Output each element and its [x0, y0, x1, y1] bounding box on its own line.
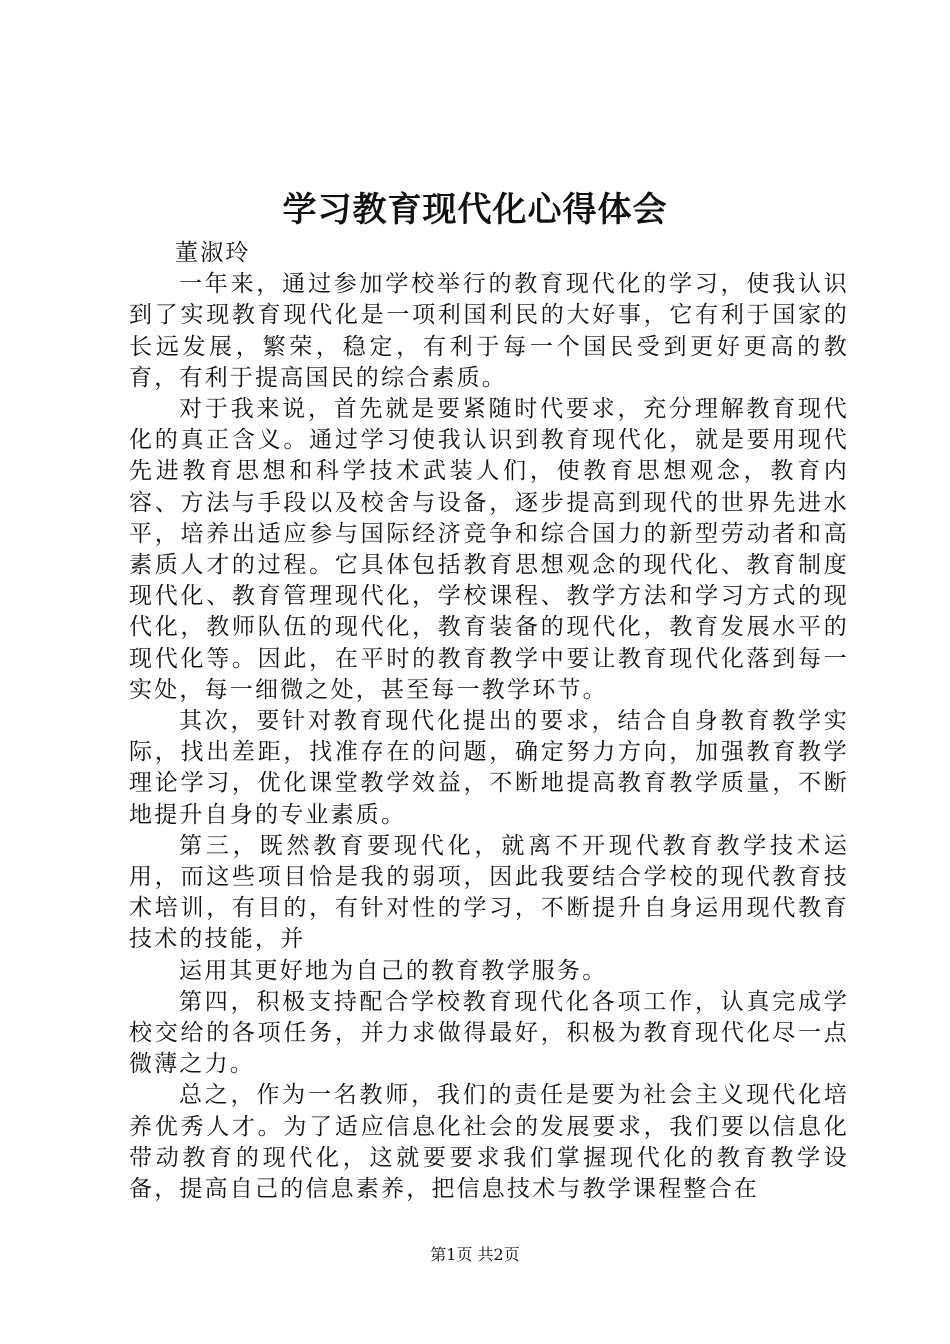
paragraph-2: 对于我来说，首先就是要紧随时代要求，充分理解教育现代化的真正含义。通过学习使我认识到教育现代化，就是要用现代先进教育思想和科学技术武装人们，使教育思想观念，教育内容、方法与手段以及校舍与设备，逐步提高到现代的世界先进水平，培养出适应参与国际经济竞争和综合国力的新型劳动者和高素质人才的过程。它具体包括教育思想观念的现代化、教育制度现代化、教育管理现代化，学校课程、教学方法和学习方式的现代化，教师队伍的现代化，教育装备的现代化，教育发展水平的现代化等。因此，在平时的教育教学中要让教育现代化落到每一实处，每一细微之处，甚至每一教学环节。 [129, 396, 849, 703]
paragraph-1: 一年来，通过参加学校举行的教育现代化的学习，使我认识到了实现教育现代化是一项利国利民的大好事，它有利于国家的长远发展，繁荣，稳定，有利于每一个国民受到更好更高的教育，有利于提高国民的综合素质。 [129, 271, 849, 391]
paragraph-4-continuation: 运用其更好地为自己的教育教学服务。 [179, 957, 608, 984]
page-footer: 第1页 共2页 [430, 1245, 520, 1264]
paragraph-6: 总之，作为一名教师，我们的责任是要为社会主义现代化培养优秀人才。为了适应信息化社会的发展要求，我们要以信息化带动教育的现代化，这就要要求我们掌握现代化的教育教学设备，提高自己的信息素养，把信息技术与教学课程整合在 [129, 1082, 849, 1203]
paragraph-5: 第四，积极支持配合学校教育现代化各项工作，认真完成学校交给的各项任务，并力求做得最好，积极为教育现代化尽一点微薄之力。 [129, 988, 849, 1078]
document-title: 学习教育现代化心得体会 [282, 190, 668, 230]
author-name: 董淑玲 [175, 240, 251, 266]
paragraph-4: 第三，既然教育要现代化，就离不开现代教育教学技术运用，而这些项目恰是我的弱项，因此我要结合学校的现代教育技术培训，有目的，有针对性的学习，不断提升自身运用现代教育技术的技能，并 [129, 832, 849, 953]
document-body [129, 238, 849, 1205]
paragraph-3: 其次，要针对教育现代化提出的要求，结合自身教育教学实际，找出差距，找准存在的问题，确定努力方向，加强教育教学理论学习，优化课堂教学效益，不断地提高教育教学质量，不断地提升自身的专业素质。 [129, 708, 849, 828]
